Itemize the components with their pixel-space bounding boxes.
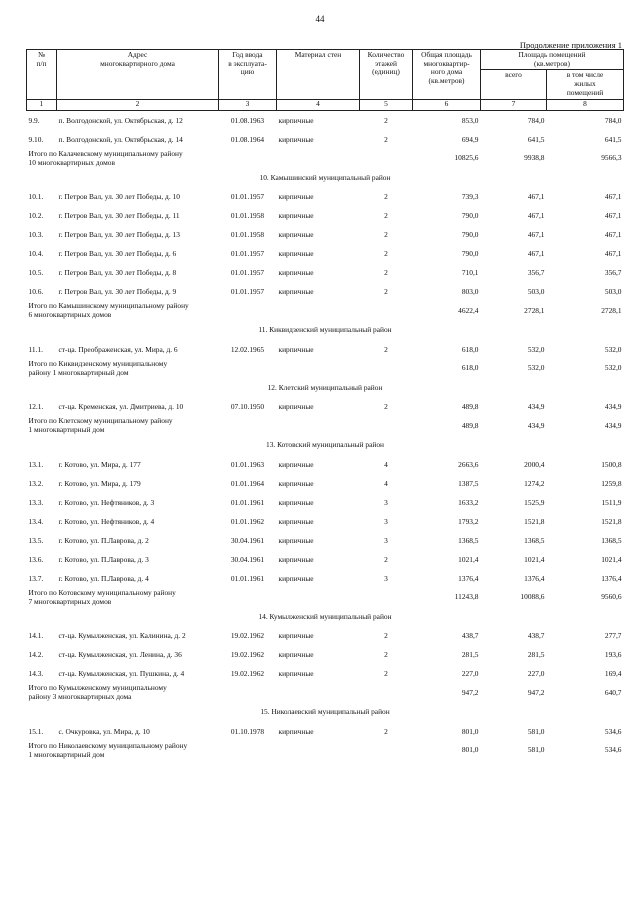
row-premises-all: 467,1 bbox=[527, 249, 545, 259]
column-number: 5 bbox=[360, 99, 413, 110]
total-label: Итого по Камышинскому муниципальному району 6 многоквартирных домов bbox=[28, 301, 189, 320]
row-address: г. Котово, ул. Мира, д. 179 bbox=[58, 478, 141, 488]
table-row bbox=[27, 474, 624, 493]
row-number: 13.4. bbox=[28, 516, 44, 526]
row-address: г. Петров Вал, ул. 30 лет Победы, д. 13 bbox=[58, 230, 180, 240]
row-number: 14.1. bbox=[28, 631, 44, 641]
column-number: 2 bbox=[57, 99, 219, 110]
header-year: Год ввода в эксплуата- цию bbox=[219, 50, 277, 100]
row-floors: 2 bbox=[384, 115, 388, 125]
row-floors: 2 bbox=[384, 192, 388, 202]
row-year: 01.01.1961 bbox=[230, 573, 265, 583]
row-premises-all: 581,0 bbox=[527, 726, 545, 736]
column-number: 8 bbox=[547, 99, 624, 110]
column-number: 6 bbox=[413, 99, 481, 110]
row-wall-material: кирпичные bbox=[278, 134, 314, 144]
row-address: г. Котово, ул. Нефтяников, д. 4 bbox=[58, 516, 155, 526]
row-floors: 2 bbox=[384, 650, 388, 660]
row-premises-all: 467,1 bbox=[527, 230, 545, 240]
row-premises-all: 1521,8 bbox=[524, 516, 545, 526]
district-label: 10. Камышинский муниципальный район bbox=[259, 172, 391, 182]
row-address: г. Котово, ул. П.Лаврова, д. 4 bbox=[58, 573, 149, 583]
row-floors: 4 bbox=[384, 459, 388, 469]
row-number: 11.1. bbox=[28, 344, 44, 354]
table-row bbox=[27, 130, 624, 149]
row-year: 01.08.1963 bbox=[230, 115, 265, 125]
row-number: 14.3. bbox=[28, 669, 44, 679]
row-wall-material: кирпичные bbox=[278, 573, 314, 583]
row-floors: 3 bbox=[384, 535, 388, 545]
row-wall-material: кирпичные bbox=[278, 535, 314, 545]
table-row bbox=[27, 397, 624, 416]
row-total-area: 1793,2 bbox=[458, 516, 479, 526]
row-premises-all: 2000,4 bbox=[524, 459, 545, 469]
continuation-label: Продолжение приложения 1 bbox=[519, 40, 622, 50]
row-premises-all: 1274,2 bbox=[524, 478, 545, 488]
table-row bbox=[27, 282, 624, 301]
row-address: г. Котово, ул. Мира, д. 177 bbox=[58, 459, 141, 469]
row-year: 01.01.1963 bbox=[230, 459, 265, 469]
row-premises-all: 434,9 bbox=[527, 402, 545, 412]
header-address: Адрес многоквартирного дома bbox=[57, 50, 219, 100]
row-year: 01.08.1964 bbox=[230, 134, 265, 144]
column-number: 7 bbox=[481, 99, 547, 110]
row-wall-material: кирпичные bbox=[278, 402, 314, 412]
row-floors: 2 bbox=[384, 211, 388, 221]
row-number: 12.1. bbox=[28, 402, 44, 412]
row-address: г. Котово, ул. П.Лаврова, д. 2 bbox=[58, 535, 149, 545]
header-premises-area: Площадь помещений (кв.метров) bbox=[481, 50, 624, 70]
row-number: 13.6. bbox=[28, 554, 44, 564]
district-heading bbox=[27, 320, 624, 340]
row-total-area: 790,0 bbox=[461, 230, 479, 240]
row-wall-material: кирпичные bbox=[278, 230, 314, 240]
row-premises-living: 467,1 bbox=[604, 211, 622, 221]
row-address: п. Волгодонской, ул. Октябрьская, д. 14 bbox=[58, 134, 183, 144]
row-total-area: 803,0 bbox=[461, 287, 479, 297]
row-total-area: 853,0 bbox=[461, 115, 479, 125]
row-floors: 2 bbox=[384, 249, 388, 259]
table-row bbox=[27, 187, 624, 206]
table-row bbox=[27, 340, 624, 359]
header-no: № п/п bbox=[27, 50, 57, 100]
row-premises-living: 1021,4 bbox=[601, 554, 622, 564]
total-premises-all: 2728,1 bbox=[524, 305, 545, 315]
row-year: 01.01.1957 bbox=[230, 287, 265, 297]
row-number: 13.7. bbox=[28, 573, 44, 583]
row-year: 01.01.1957 bbox=[230, 249, 265, 259]
total-area: 801,0 bbox=[461, 745, 479, 755]
table-row bbox=[27, 722, 624, 741]
table-row bbox=[27, 225, 624, 244]
row-address: г. Петров Вал, ул. 30 лет Победы, д. 8 bbox=[58, 268, 177, 278]
row-address: ст-ца. Кременская, ул. Дмитриева, д. 10 bbox=[58, 402, 184, 412]
row-address: г. Петров Вал, ул. 30 лет Победы, д. 9 bbox=[58, 287, 177, 297]
table-row bbox=[27, 206, 624, 225]
row-premises-all: 227,0 bbox=[527, 669, 545, 679]
total-premises-living: 532,0 bbox=[604, 363, 622, 373]
row-total-area: 1633,2 bbox=[458, 497, 479, 507]
row-total-area: 1368,5 bbox=[458, 535, 479, 545]
row-year: 30.04.1961 bbox=[230, 535, 265, 545]
district-label: 15. Николаевский муниципальный район bbox=[260, 707, 390, 717]
row-premises-all: 467,1 bbox=[527, 192, 545, 202]
district-label: 13. Котовский муниципальный район bbox=[266, 440, 385, 450]
row-year: 01.01.1961 bbox=[230, 497, 265, 507]
row-year: 19.02.1962 bbox=[230, 631, 265, 641]
row-year: 19.02.1962 bbox=[230, 669, 265, 679]
row-floors: 2 bbox=[384, 134, 388, 144]
row-address: ст-ца. Кумылженская, ул. Ленина, д. 36 bbox=[58, 650, 182, 660]
row-floors: 2 bbox=[384, 344, 388, 354]
district-label: 12. Клетский муниципальный район bbox=[267, 382, 383, 392]
row-year: 01.01.1964 bbox=[230, 478, 265, 488]
row-number: 10.2. bbox=[28, 211, 44, 221]
row-floors: 2 bbox=[384, 726, 388, 736]
total-area: 11243,8 bbox=[454, 592, 479, 602]
row-premises-living: 1368,5 bbox=[601, 535, 622, 545]
total-premises-living: 434,9 bbox=[604, 420, 622, 430]
row-wall-material: кирпичные bbox=[278, 497, 314, 507]
table-row bbox=[27, 244, 624, 263]
row-wall-material: кирпичные bbox=[278, 516, 314, 526]
row-number: 10.5. bbox=[28, 268, 44, 278]
table-row bbox=[27, 550, 624, 569]
row-total-area: 2663,6 bbox=[458, 459, 479, 469]
district-label: 14. Кумылженский муниципальный район bbox=[258, 611, 392, 621]
row-total-area: 790,0 bbox=[461, 211, 479, 221]
total-premises-living: 9560,6 bbox=[601, 592, 622, 602]
row-total-area: 801,0 bbox=[461, 726, 479, 736]
total-row bbox=[27, 741, 624, 760]
row-floors: 2 bbox=[384, 669, 388, 679]
row-premises-living: 784,0 bbox=[604, 115, 622, 125]
row-year: 01.01.1957 bbox=[230, 268, 265, 278]
row-number: 13.5. bbox=[28, 535, 44, 545]
row-total-area: 1021,4 bbox=[458, 554, 479, 564]
row-premises-living: 503,0 bbox=[604, 287, 622, 297]
row-premises-living: 534,6 bbox=[604, 726, 622, 736]
row-wall-material: кирпичные bbox=[278, 726, 314, 736]
total-premises-all: 532,0 bbox=[527, 363, 545, 373]
row-wall-material: кирпичные bbox=[278, 211, 314, 221]
total-row bbox=[27, 359, 624, 378]
row-address: г. Котово, ул. Нефтяников, д. 3 bbox=[58, 497, 155, 507]
row-year: 01.01.1962 bbox=[230, 516, 265, 526]
row-year: 01.10.1978 bbox=[230, 726, 265, 736]
total-row bbox=[27, 149, 624, 168]
row-floors: 2 bbox=[384, 554, 388, 564]
row-premises-living: 532,0 bbox=[604, 344, 622, 354]
row-floors: 3 bbox=[384, 516, 388, 526]
table-row bbox=[27, 263, 624, 282]
row-premises-living: 641,5 bbox=[604, 134, 622, 144]
row-premises-living: 169,4 bbox=[604, 669, 622, 679]
row-wall-material: кирпичные bbox=[278, 650, 314, 660]
total-premises-all: 10088,6 bbox=[520, 592, 545, 602]
row-number: 9.9. bbox=[28, 115, 40, 125]
row-year: 19.02.1962 bbox=[230, 650, 265, 660]
total-premises-living: 2728,1 bbox=[601, 305, 622, 315]
total-premises-all: 947,2 bbox=[527, 687, 545, 697]
row-premises-living: 1376,4 bbox=[601, 573, 622, 583]
row-total-area: 1387,5 bbox=[458, 478, 479, 488]
total-area: 4622,4 bbox=[458, 305, 479, 315]
row-year: 12.02.1965 bbox=[230, 344, 265, 354]
row-premises-all: 438,7 bbox=[527, 631, 545, 641]
total-premises-all: 581,0 bbox=[527, 745, 545, 755]
total-premises-all: 434,9 bbox=[527, 420, 545, 430]
row-year: 01.01.1957 bbox=[230, 192, 265, 202]
row-premises-all: 532,0 bbox=[527, 344, 545, 354]
district-heading bbox=[27, 167, 624, 187]
total-area: 489,8 bbox=[461, 420, 479, 430]
row-address: г. Петров Вал, ул. 30 лет Победы, д. 10 bbox=[58, 192, 180, 202]
row-address: ст-ца. Преображенская, ул. Мира, д. 6 bbox=[58, 344, 178, 354]
row-address: ст-ца. Кумылженская, ул. Пушкина, д. 4 bbox=[58, 669, 185, 679]
table-row bbox=[27, 645, 624, 664]
row-floors: 2 bbox=[384, 402, 388, 412]
row-address: с. Очкуровка, ул. Мира, д. 10 bbox=[58, 726, 150, 736]
row-number: 13.2. bbox=[28, 478, 44, 488]
row-wall-material: кирпичные bbox=[278, 268, 314, 278]
row-total-area: 281,5 bbox=[461, 650, 479, 660]
row-year: 01.01.1958 bbox=[230, 211, 265, 221]
row-premises-living: 467,1 bbox=[604, 192, 622, 202]
row-address: п. Волгодонской, ул. Октябрьская, д. 12 bbox=[58, 115, 183, 125]
row-floors: 2 bbox=[384, 631, 388, 641]
row-total-area: 227,0 bbox=[461, 669, 479, 679]
total-premises-living: 9566,3 bbox=[601, 153, 622, 163]
table-row bbox=[27, 664, 624, 683]
total-row bbox=[27, 683, 624, 702]
row-number: 9.10. bbox=[28, 134, 44, 144]
row-year: 07.10.1950 bbox=[230, 402, 265, 412]
row-address: ст-ца. Кумылженская, ул. Калинина, д. 2 bbox=[58, 631, 186, 641]
row-floors: 2 bbox=[384, 268, 388, 278]
table-row bbox=[27, 512, 624, 531]
table-row bbox=[27, 569, 624, 588]
row-wall-material: кирпичные bbox=[278, 344, 314, 354]
row-premises-all: 1368,5 bbox=[524, 535, 545, 545]
district-heading bbox=[27, 377, 624, 397]
row-floors: 2 bbox=[384, 230, 388, 240]
row-floors: 4 bbox=[384, 478, 388, 488]
total-premises-living: 640,7 bbox=[604, 687, 622, 697]
column-number: 4 bbox=[277, 99, 360, 110]
row-premises-all: 1021,4 bbox=[524, 554, 545, 564]
row-premises-living: 467,1 bbox=[604, 230, 622, 240]
row-premises-living: 467,1 bbox=[604, 249, 622, 259]
row-number: 13.3. bbox=[28, 497, 44, 507]
row-premises-all: 356,7 bbox=[527, 268, 545, 278]
row-floors: 2 bbox=[384, 287, 388, 297]
row-wall-material: кирпичные bbox=[278, 669, 314, 679]
row-number: 10.4. bbox=[28, 249, 44, 259]
row-premises-all: 281,5 bbox=[527, 650, 545, 660]
total-area: 618,0 bbox=[461, 363, 479, 373]
total-row bbox=[27, 416, 624, 435]
table-row bbox=[27, 110, 624, 130]
row-address: г. Петров Вал, ул. 30 лет Победы, д. 11 bbox=[58, 211, 180, 221]
row-year: 30.04.1961 bbox=[230, 554, 265, 564]
row-premises-all: 1525,9 bbox=[524, 497, 545, 507]
row-number: 10.6. bbox=[28, 287, 44, 297]
header-floors: Количество этажей (единиц) bbox=[360, 50, 413, 100]
row-total-area: 1376,4 bbox=[458, 573, 479, 583]
total-label: Итого по Киквидзенскому муниципальному району 1 многоквартирный дом bbox=[28, 358, 168, 377]
header-wall-material: Материал стен bbox=[277, 50, 360, 100]
header-premises-living: в том числе жилых помещений bbox=[547, 70, 624, 99]
row-floors: 3 bbox=[384, 573, 388, 583]
row-total-area: 790,0 bbox=[461, 249, 479, 259]
row-premises-all: 784,0 bbox=[527, 115, 545, 125]
table-row bbox=[27, 455, 624, 474]
total-label: Итого по Котовскому муниципальному району 7 многоквартирных домов bbox=[28, 587, 176, 606]
row-address: г. Котово, ул. П.Лаврова, д. 3 bbox=[58, 554, 149, 564]
district-heading bbox=[27, 702, 624, 722]
total-label: Итого по Кумылженскому муниципальному району 3 многоквартирных дома bbox=[28, 683, 167, 702]
row-premises-all: 503,0 bbox=[527, 287, 545, 297]
total-premises-all: 9938,8 bbox=[524, 153, 545, 163]
row-wall-material: кирпичные bbox=[278, 554, 314, 564]
row-number: 13.1. bbox=[28, 459, 44, 469]
row-number: 10.3. bbox=[28, 230, 44, 240]
row-wall-material: кирпичные bbox=[278, 459, 314, 469]
column-number: 3 bbox=[219, 99, 277, 110]
total-area: 10825,6 bbox=[454, 153, 479, 163]
row-premises-all: 467,1 bbox=[527, 211, 545, 221]
row-total-area: 489,8 bbox=[461, 402, 479, 412]
row-wall-material: кирпичные bbox=[278, 192, 314, 202]
row-year: 01.01.1958 bbox=[230, 230, 265, 240]
row-premises-living: 434,9 bbox=[604, 402, 622, 412]
row-premises-all: 641,5 bbox=[527, 134, 545, 144]
column-number: 1 bbox=[27, 99, 57, 110]
table-row bbox=[27, 626, 624, 645]
row-premises-living: 1511,9 bbox=[601, 497, 622, 507]
row-wall-material: кирпичные bbox=[278, 115, 314, 125]
row-premises-living: 193,6 bbox=[604, 650, 622, 660]
row-premises-living: 356,7 bbox=[604, 268, 622, 278]
row-number: 10.1. bbox=[28, 192, 44, 202]
total-row bbox=[27, 588, 624, 607]
header-premises-all: всего bbox=[481, 70, 547, 99]
row-wall-material: кирпичные bbox=[278, 478, 314, 488]
total-row bbox=[27, 301, 624, 320]
row-total-area: 618,0 bbox=[461, 344, 479, 354]
row-premises-living: 1521,8 bbox=[601, 516, 622, 526]
table-row bbox=[27, 531, 624, 550]
row-premises-living: 1259,8 bbox=[601, 478, 622, 488]
page-number: 44 bbox=[315, 14, 325, 24]
row-floors: 3 bbox=[384, 497, 388, 507]
total-label: Итого по Калачевскому муниципальному району 10 многоквартирных домов bbox=[28, 148, 183, 167]
row-total-area: 739,3 bbox=[461, 192, 479, 202]
row-premises-all: 1376,4 bbox=[524, 573, 545, 583]
total-label: Итого по Клетскому муниципальному району 1 многоквартирный дом bbox=[28, 416, 173, 435]
row-number: 14.2. bbox=[28, 650, 44, 660]
row-wall-material: кирпичные bbox=[278, 631, 314, 641]
table-body bbox=[27, 110, 624, 759]
table-header bbox=[27, 50, 624, 111]
district-heading bbox=[27, 435, 624, 455]
row-premises-living: 277,7 bbox=[604, 631, 622, 641]
district-label: 11. Киквидзенский муниципальный район bbox=[258, 325, 392, 335]
row-total-area: 694,9 bbox=[461, 134, 479, 144]
table-row bbox=[27, 493, 624, 512]
row-premises-living: 1500,8 bbox=[601, 459, 622, 469]
row-total-area: 710,1 bbox=[461, 268, 479, 278]
row-total-area: 438,7 bbox=[461, 631, 479, 641]
total-label: Итого по Николаевскому муниципальному району 1 многоквартирный дом bbox=[28, 740, 188, 759]
total-area: 947,2 bbox=[461, 687, 479, 697]
row-wall-material: кирпичные bbox=[278, 287, 314, 297]
housing-table bbox=[26, 49, 624, 759]
total-premises-living: 534,6 bbox=[604, 745, 622, 755]
header-total-area: Общая площадь многоквартир- ного дома (кв.метров) bbox=[413, 50, 481, 100]
row-number: 15.1. bbox=[28, 726, 44, 736]
row-wall-material: кирпичные bbox=[278, 249, 314, 259]
row-address: г. Петров Вал, ул. 30 лет Победы, д. 6 bbox=[58, 249, 177, 259]
district-heading bbox=[27, 606, 624, 626]
